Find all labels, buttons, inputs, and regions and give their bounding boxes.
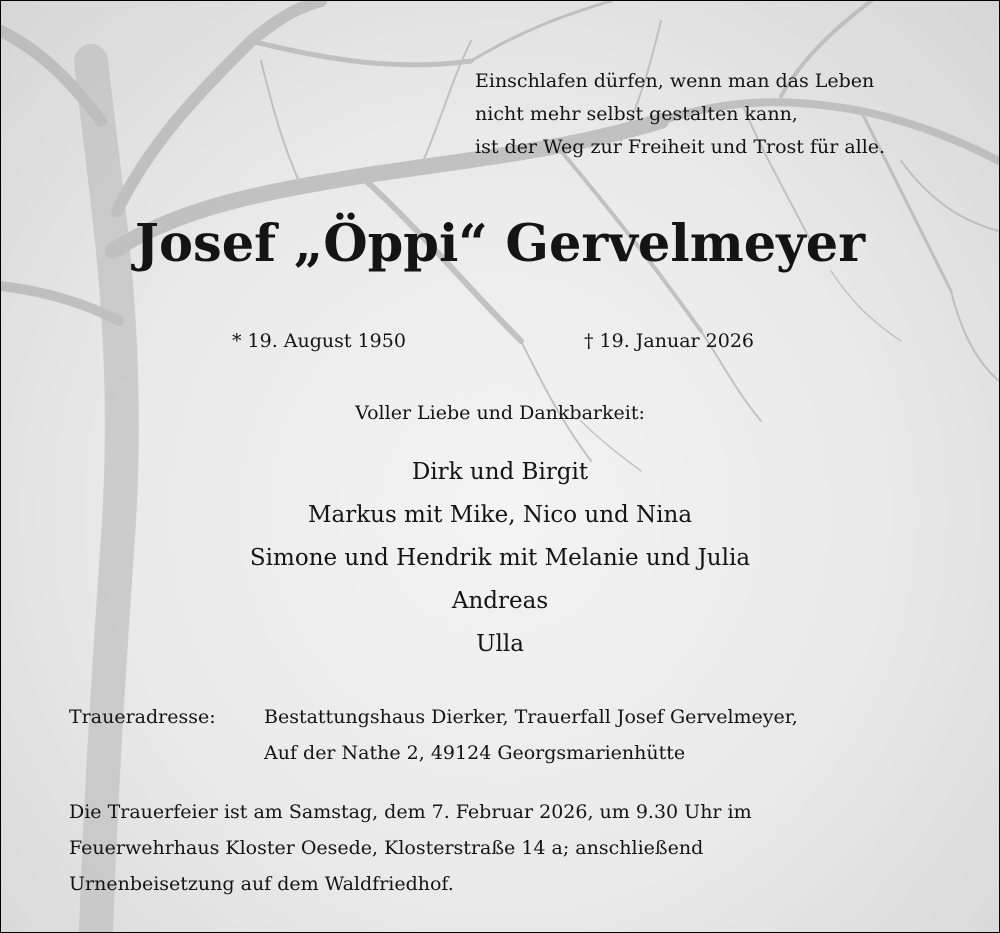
- motto-line: nicht mehr selbst gestalten kann,: [475, 103, 798, 125]
- funeral-service-info: [69, 794, 752, 902]
- service-line: Feuerwehrhaus Kloster Oesede, Klosterstraße 14 a; anschließend: [69, 837, 704, 859]
- address-label: Traueradresse:: [69, 706, 216, 728]
- mourners-list: [1, 451, 999, 666]
- motto-line: ist der Weg zur Freiheit und Trost für alle.: [475, 136, 886, 158]
- mourner-line: Andreas: [451, 588, 549, 614]
- deceased-name: Josef „Öppi“ Gervelmeyer: [134, 214, 866, 274]
- address-line: Auf der Nathe 2, 49124 Georgsmarienhütte: [264, 742, 686, 764]
- motto-line: Einschlafen dürfen, wenn man das Leben: [475, 70, 875, 92]
- service-line: Urnenbeisetzung auf dem Waldfriedhof.: [69, 873, 454, 895]
- mourner-line: Ulla: [476, 631, 524, 657]
- mourner-line: Dirk und Birgit: [411, 459, 589, 485]
- service-line: Die Trauerfeier ist am Samstag, dem 7. Februar 2026, um 9.30 Uhr im: [69, 801, 752, 823]
- mourning-address: [264, 699, 798, 771]
- thanks-heading: Voller Liebe und Dankbarkeit:: [355, 402, 645, 424]
- mourner-line: Markus mit Mike, Nico und Nina: [307, 502, 693, 528]
- motto-quote: [475, 65, 885, 164]
- address-line: Bestattungshaus Dierker, Trauerfall Josef Gervelmeyer,: [264, 706, 798, 728]
- mourner-line: Simone und Hendrik mit Melanie und Julia: [249, 545, 751, 571]
- birth-date: * 19. August 1950: [232, 330, 406, 352]
- death-date: † 19. Januar 2026: [584, 330, 755, 352]
